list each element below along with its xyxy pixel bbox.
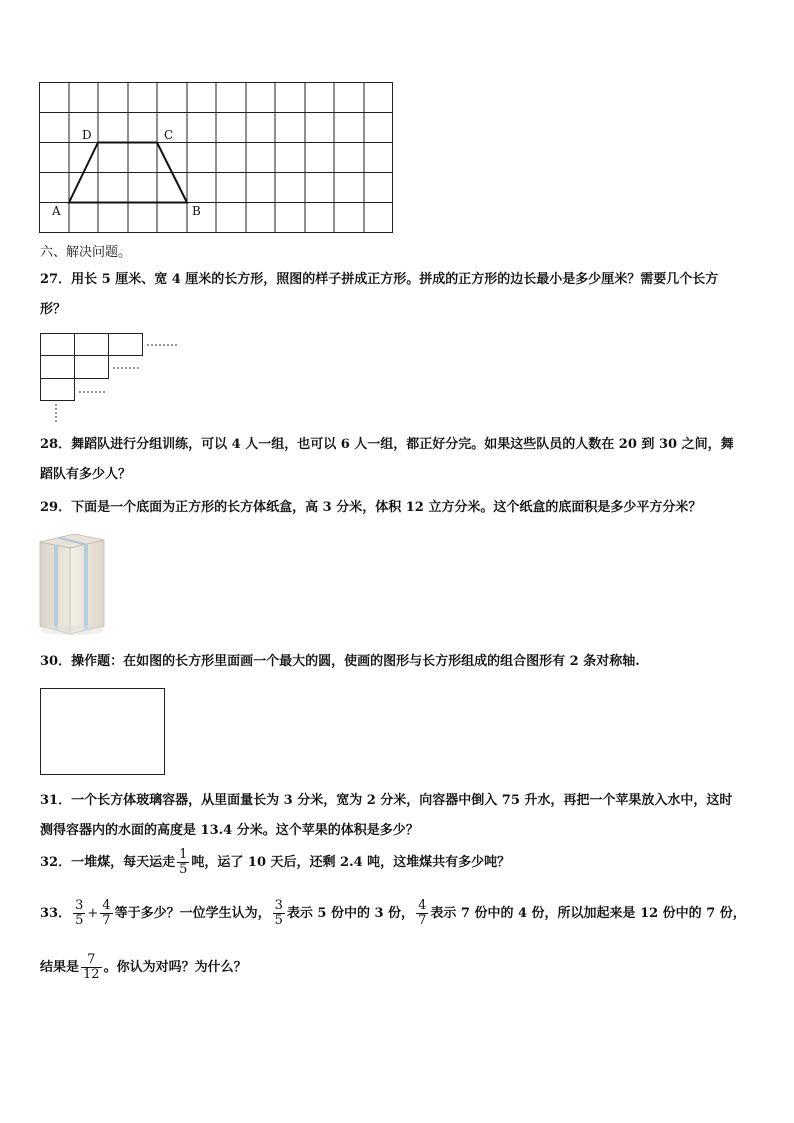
point-label-c: C bbox=[164, 128, 174, 142]
question-27-line-1: 27．用长 5 厘米、宽 4 厘米的长方形，照图的样子拼成正方形。拼成的正方形的边长最小是多少厘米？需要几个长方 bbox=[40, 272, 719, 287]
fraction-3-5 bbox=[73, 899, 85, 928]
fraction-7-12 bbox=[81, 953, 102, 982]
question-32-prefix: 32．一堆煤，每天运走 bbox=[40, 855, 176, 870]
point-label-d: D bbox=[82, 128, 92, 142]
question-33-line-2-suffix: 。你认为对吗？为什么？ bbox=[103, 960, 247, 975]
grid-figure bbox=[39, 82, 395, 234]
cuboid-paper-box-image bbox=[36, 530, 108, 638]
question-33-line-1 bbox=[40, 898, 764, 930]
fraction-denominator: 7 bbox=[418, 913, 427, 928]
question-28-line-2: 蹈队有多少人？ bbox=[40, 467, 132, 482]
question-27-line-2: 形？ bbox=[40, 302, 67, 317]
fraction-numerator: 1 bbox=[179, 847, 188, 862]
fraction-one-fifth bbox=[177, 848, 189, 877]
rectangle-drawing-area bbox=[40, 688, 165, 775]
section-heading: 六、解决问题。 bbox=[40, 245, 132, 260]
rectangle-tiling-figure bbox=[39, 330, 179, 426]
fraction-numerator: 3 bbox=[75, 898, 84, 913]
question-31-line-1: 31．一个长方体玻璃容器，从里面量长为 3 分米，宽为 2 分米，向容器中倒入 75 升水，再把一个苹果放入水中，这时 bbox=[40, 793, 733, 808]
question-31-line-2: 测得容器内的水面的高度是 13.4 分米。这个苹果的体积是多少？ bbox=[40, 823, 419, 838]
point-label-a: A bbox=[52, 204, 61, 218]
fraction-denominator: 5 bbox=[179, 862, 188, 877]
fraction-4-7-second bbox=[416, 899, 428, 928]
question-29-line-1: 29．下面是一个底面为正方形的长方体纸盒，高 3 分米，体积 12 立方分米。这个纸盒的底面积是多少平方分米？ bbox=[40, 500, 702, 515]
fraction-denominator: 12 bbox=[83, 967, 100, 982]
fraction-4-7 bbox=[100, 899, 112, 928]
fraction-denominator: 5 bbox=[75, 913, 84, 928]
question-32-suffix: 吨，运了 10 天后，还剩 2.4 吨，这堆煤共有多少吨？ bbox=[191, 855, 511, 870]
question-33-line-2-prefix: 结果是 bbox=[40, 960, 80, 975]
question-33-text-1: 等于多少？一位学生认为， bbox=[114, 906, 271, 921]
plus-sign: + bbox=[87, 906, 99, 921]
question-33-number: 33． bbox=[40, 906, 72, 921]
question-33-text-3: 表示 7 份中的 4 份，所以加起来是 12 份中的 7 份， bbox=[430, 906, 746, 921]
fraction-denominator: 7 bbox=[102, 913, 111, 928]
fraction-numerator: 3 bbox=[274, 898, 283, 913]
point-label-b: B bbox=[192, 204, 201, 218]
question-28-line-1: 28．舞蹈队进行分组训练，可以 4 人一组，也可以 6 人一组，都正好分完。如果这些队员的人数在 20 到 30 之间，舞 bbox=[40, 437, 734, 452]
fraction-numerator: 4 bbox=[418, 898, 427, 913]
question-30-line-1: 30．操作题：在如图的长方形里面画一个最大的圆，使画的图形与长方形组成的组合图形有 2 条对称轴. bbox=[40, 654, 640, 669]
fraction-denominator: 5 bbox=[274, 913, 283, 928]
question-33-text-2: 表示 5 份中的 3 份， bbox=[286, 906, 415, 921]
fraction-numerator: 7 bbox=[81, 953, 102, 968]
question-32 bbox=[40, 848, 764, 878]
fraction-3-5-second bbox=[273, 899, 285, 928]
question-33-line-2 bbox=[40, 952, 764, 984]
fraction-numerator: 4 bbox=[102, 898, 111, 913]
